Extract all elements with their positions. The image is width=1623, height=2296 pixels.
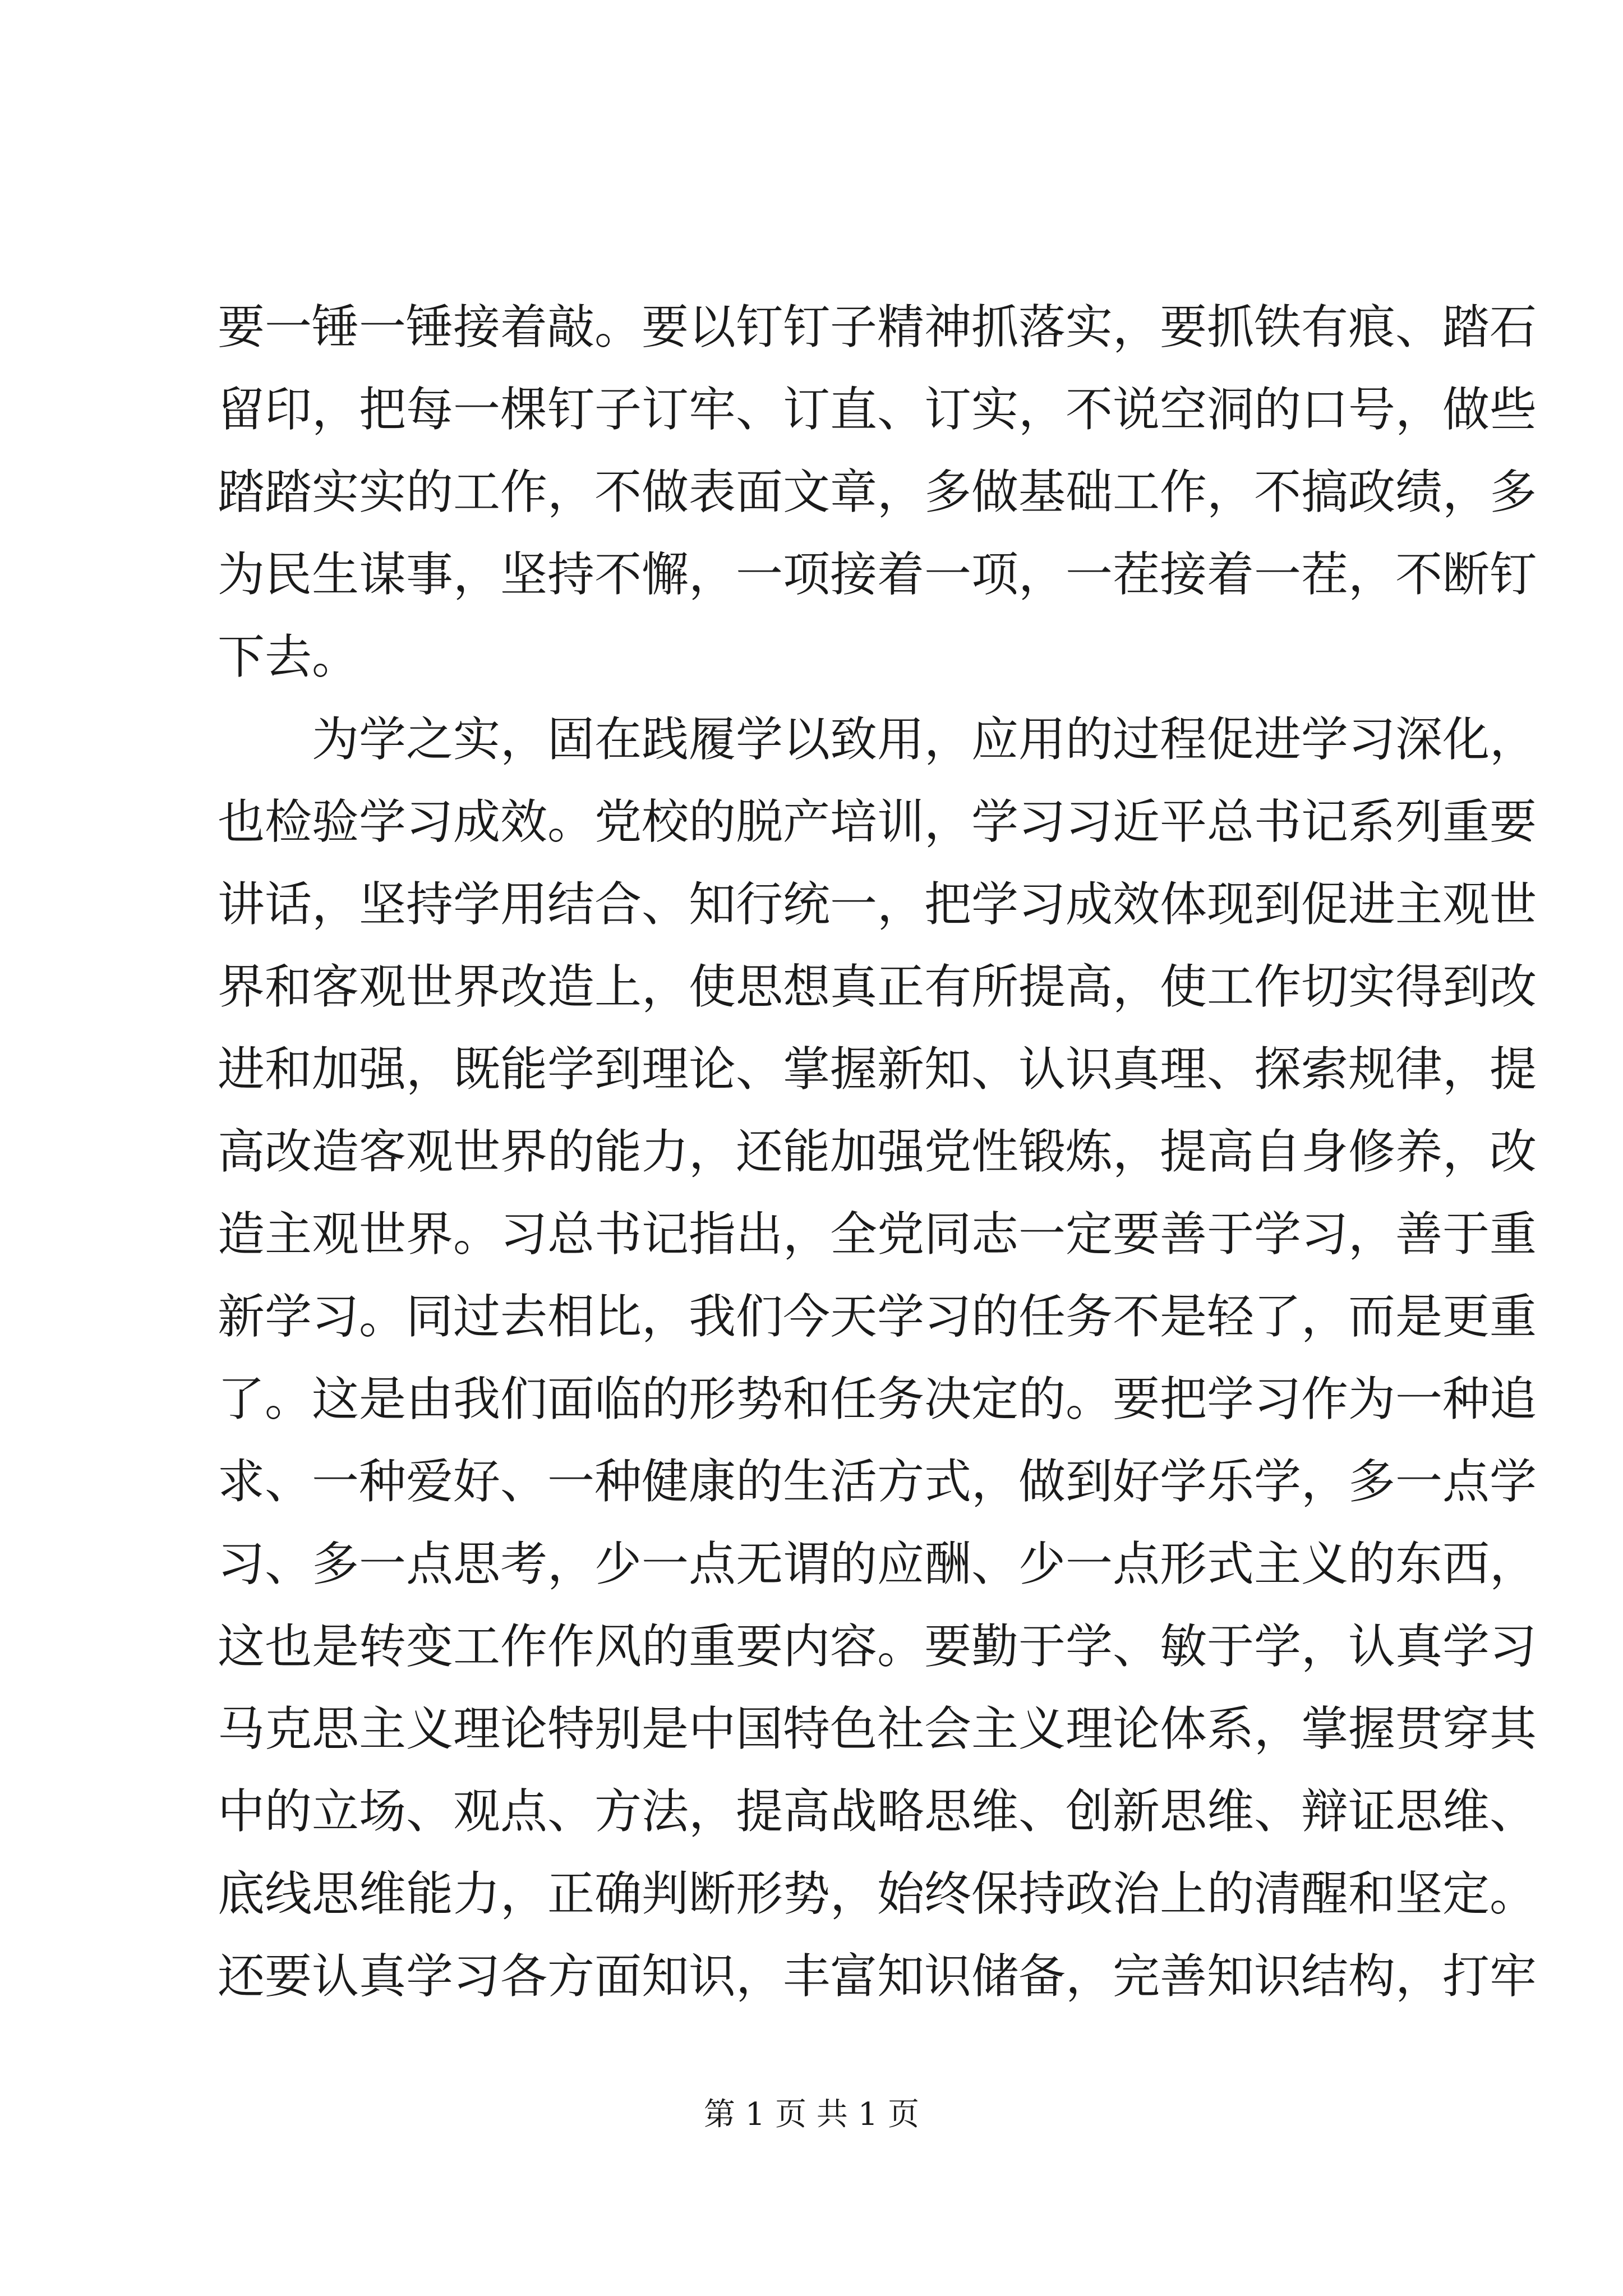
text-line: 这也是转变工作作风的重要内容。要勤于学、敏于学，认真学习 (218, 1619, 1537, 1674)
text-line: 马克思主义理论特别是中国特色社会主义理论体系，掌握贯穿其 (218, 1701, 1537, 1756)
text-line: 踏踏实实的工作，不做表面文章，多做基础工作，不搞政绩，多 (218, 464, 1537, 519)
text-line: 高改造客观世界的能力，还能加强党性锻炼，提高自身修养，改 (218, 1124, 1537, 1179)
page-number-footer: 第 1 页 共 1 页 (703, 2096, 920, 2133)
text-line: 求、一种爱好、一种健康的生活方式，做到好学乐学，多一点学 (218, 1454, 1537, 1509)
text-line: 讲话，坚持学用结合、知行统一，把学习成效体现到促进主观世 (218, 877, 1537, 932)
text-line: 了。这是由我们面临的形势和任务决定的。要把学习作为一种追 (218, 1372, 1537, 1427)
text-line: 也检验学习成效。党校的脱产培训，学习习近平总书记系列重要 (218, 794, 1537, 849)
text-line: 下去。 (218, 629, 359, 684)
text-line: 界和客观世界改造上，使思想真正有所提高，使工作切实得到改 (218, 959, 1537, 1014)
document-body (218, 286, 1537, 2018)
text-line: 习、多一点思考，少一点无谓的应酬、少一点形式主义的东西， (218, 1536, 1537, 1591)
text-line: 留印，把每一棵钉子订牢、订直、订实，不说空洞的口号，做些 (218, 382, 1537, 437)
text-line: 中的立场、观点、方法，提高战略思维、创新思维、辩证思维、 (218, 1784, 1537, 1839)
text-line: 进和加强，既能学到理论、掌握新知、认识真理、探索规律，提 (218, 1042, 1537, 1097)
paragraph-first-line: 为学之实，固在践履学以致用，应用的过程促进学习深化， (312, 712, 1537, 767)
text-line: 造主观世界。习总书记指出，全党同志一定要善于学习，善于重 (218, 1207, 1537, 1262)
text-line: 底线思维能力，正确判断形势，始终保持政治上的清醒和坚定。 (218, 1866, 1537, 1921)
text-line: 还要认真学习各方面知识，丰富知识储备，完善知识结构，打牢 (218, 1949, 1537, 2004)
text-line: 新学习。同过去相比，我们今天学习的任务不是轻了，而是更重 (218, 1289, 1537, 1344)
text-line: 要一锤一锤接着敲。要以钉钉子精神抓落实，要抓铁有痕、踏石 (218, 300, 1537, 355)
text-line: 为民生谋事，坚持不懈，一项接着一项，一茬接着一茬，不断钉 (218, 547, 1537, 602)
